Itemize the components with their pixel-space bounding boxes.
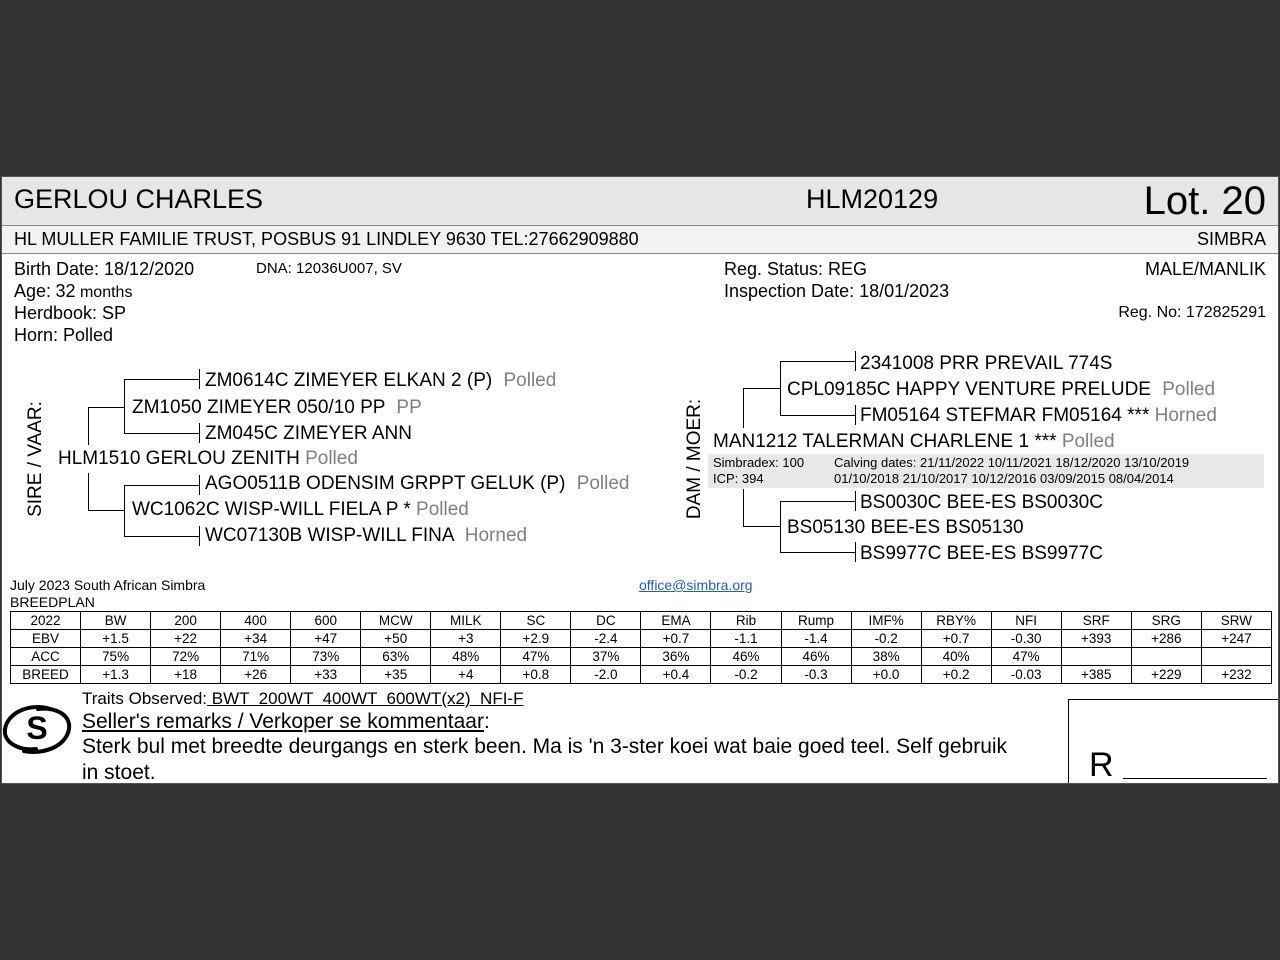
table-cell: +0.7 xyxy=(641,630,711,648)
sire-sire-horn: Polled xyxy=(503,370,557,391)
table-cell: 46% xyxy=(781,648,851,666)
table-cell: Rump xyxy=(781,612,851,630)
table-cell: 48% xyxy=(431,648,501,666)
price-line xyxy=(1123,778,1267,779)
table-cell: SC xyxy=(501,612,571,630)
table-cell: 400 xyxy=(221,612,291,630)
table-cell: BW xyxy=(81,612,151,630)
table-cell: +247 xyxy=(1201,630,1271,648)
dam-side-sire-name: CPL09185C HAPPY VENTURE PRELUDE xyxy=(787,379,1151,400)
remarks-line-1: Sterk bul met breedte deurgangs en sterk been. Ma is 'n 3-ster koei wat baie goed teel. Self gebruik xyxy=(82,735,1008,758)
table-cell: 46% xyxy=(711,648,781,666)
table-cell: -1.1 xyxy=(711,630,781,648)
age-value: 32 xyxy=(55,281,76,301)
table-cell: -2.0 xyxy=(571,666,641,684)
dam-animal-horn: Polled xyxy=(1061,431,1115,452)
table-cell: Rib xyxy=(711,612,781,630)
line xyxy=(743,388,744,428)
table-cell xyxy=(1061,648,1131,666)
line xyxy=(743,388,781,389)
table-cell: -0.2 xyxy=(851,630,921,648)
table-cell: 75% xyxy=(81,648,151,666)
dam-side-sire-dam xyxy=(860,405,1217,427)
table-cell: 600 xyxy=(291,612,361,630)
line xyxy=(855,351,856,371)
icp: ICP: 394 xyxy=(713,471,764,486)
dam-side-dam: BS05130 BEE-ES BS05130 xyxy=(787,517,1024,538)
line xyxy=(199,475,200,495)
horn-status: Horn: Polled xyxy=(14,325,114,345)
sire-dam: ZM045C ZIMEYER ANN xyxy=(205,423,412,444)
calving-dates-2: 01/10/2018 21/10/2017 10/12/2016 03/09/2015 08/04/2014 xyxy=(834,471,1174,486)
breeder-info: HL MULLER FAMILIE TRUST, POSBUS 91 LINDLEY 9630 TEL:27662909880 xyxy=(14,229,639,249)
dam-dam xyxy=(205,525,527,547)
inspection-date: Inspection Date: 18/01/2023 xyxy=(724,281,950,301)
line xyxy=(124,433,200,434)
dam-sire-horn: Polled xyxy=(576,473,630,494)
sire-animal xyxy=(58,448,358,470)
line xyxy=(199,369,200,389)
table-row xyxy=(11,648,1272,666)
line xyxy=(88,473,89,511)
line xyxy=(124,379,125,433)
age-label: Age: xyxy=(14,281,52,301)
dam-sire xyxy=(205,473,630,495)
table-cell: +0.2 xyxy=(921,666,991,684)
line xyxy=(780,552,856,553)
email-link[interactable]: office@simbra.org xyxy=(639,577,753,593)
table-cell: SRW xyxy=(1201,612,1271,630)
lot-card xyxy=(1,176,1279,784)
table-cell: -0.30 xyxy=(991,630,1061,648)
lot-number: Lot. 20 xyxy=(1143,179,1266,223)
table-cell: 40% xyxy=(921,648,991,666)
dam-label: DAM / MOER: xyxy=(684,398,705,520)
table-cell: SRG xyxy=(1131,612,1201,630)
line xyxy=(780,501,856,502)
line xyxy=(743,489,744,527)
breed-name: SIMBRA xyxy=(1196,229,1266,249)
table-cell: 38% xyxy=(851,648,921,666)
table-cell: SRF xyxy=(1061,612,1131,630)
line xyxy=(124,485,200,486)
animal-name: GERLOU CHARLES xyxy=(14,184,264,214)
reg-number: Reg. No: 172825291 xyxy=(1118,304,1266,321)
sex: MALE/MANLIK xyxy=(1144,259,1266,279)
dam xyxy=(132,499,469,521)
line xyxy=(88,407,89,445)
table-cell: +229 xyxy=(1131,666,1201,684)
table-cell: EBV xyxy=(11,630,81,648)
traits-value: BWT 200WT 400WT 600WT(x2) NFI-F xyxy=(207,689,524,708)
table-cell: 47% xyxy=(991,648,1061,666)
line xyxy=(780,501,781,553)
table-cell: -2.4 xyxy=(571,630,641,648)
dam-dam-name: WC07130B WISP-WILL FINA xyxy=(205,525,454,546)
sire-sire xyxy=(205,370,556,392)
dam-animal-name: MAN1212 TALERMAN CHARLENE 1 *** xyxy=(713,431,1057,452)
table-cell: +22 xyxy=(151,630,221,648)
table-cell: IMF% xyxy=(851,612,921,630)
calving-dates-1: Calving dates: 21/11/2022 10/11/2021 18/12/2020 13/10/2019 xyxy=(834,455,1190,470)
logo-letter: S xyxy=(26,710,48,746)
table-cell: RBY% xyxy=(921,612,991,630)
line xyxy=(124,485,125,537)
line xyxy=(780,361,856,362)
table-cell: +0.4 xyxy=(641,666,711,684)
age xyxy=(14,281,132,302)
table-cell: +4 xyxy=(431,666,501,684)
table-cell: -1.4 xyxy=(781,630,851,648)
traits-label: Traits Observed: xyxy=(82,689,208,708)
table-cell: -0.3 xyxy=(781,666,851,684)
table-cell: +393 xyxy=(1061,630,1131,648)
table-cell: 2022 xyxy=(11,612,81,630)
evaluation-source: July 2023 South African Simbra xyxy=(10,577,206,593)
animal-code: HLM20129 xyxy=(806,184,939,214)
dam-animal xyxy=(713,431,1115,453)
table-row xyxy=(11,630,1272,648)
line xyxy=(199,526,200,546)
table-cell: +1.3 xyxy=(81,666,151,684)
line xyxy=(780,415,856,416)
table-cell: +47 xyxy=(291,630,361,648)
table-cell: +286 xyxy=(1131,630,1201,648)
table-cell: +50 xyxy=(361,630,431,648)
line xyxy=(743,526,781,527)
table-cell: +3 xyxy=(431,630,501,648)
line xyxy=(88,510,125,511)
remarks-heading-text: Seller's remarks / Verkoper se kommentaar xyxy=(82,710,484,733)
table-cell xyxy=(1131,648,1201,666)
table-cell: MCW xyxy=(361,612,431,630)
remarks-heading xyxy=(82,710,490,734)
table-cell: 73% xyxy=(291,648,361,666)
traits-observed xyxy=(82,689,523,709)
table-cell: ACC xyxy=(11,648,81,666)
table-cell: +26 xyxy=(221,666,291,684)
price-prefix: R xyxy=(1089,746,1114,784)
sire-animal-name: HLM1510 GERLOU ZENITH xyxy=(58,448,300,469)
line xyxy=(124,536,200,537)
table-cell: -0.03 xyxy=(991,666,1061,684)
dam-sire-name: AGO0511B ODENSIM GRPPT GELUK (P) xyxy=(205,473,566,494)
table-header-row xyxy=(11,612,1272,630)
table-cell: +2.9 xyxy=(501,630,571,648)
remarks-heading-colon: : xyxy=(483,710,490,733)
table-cell: 71% xyxy=(221,648,291,666)
table-cell: +385 xyxy=(1061,666,1131,684)
price-box[interactable] xyxy=(1068,699,1279,784)
table-cell: +1.5 xyxy=(81,630,151,648)
sire xyxy=(132,397,422,419)
table-cell: 63% xyxy=(361,648,431,666)
table-cell: +0.7 xyxy=(921,630,991,648)
breeder-bar xyxy=(2,226,1278,254)
herdbook: Herdbook: SP xyxy=(14,303,127,323)
sire-horn: PP xyxy=(396,397,422,418)
title-bar xyxy=(2,177,1278,226)
table-cell xyxy=(1201,648,1271,666)
table-cell: +0.8 xyxy=(501,666,571,684)
table-cell: 37% xyxy=(571,648,641,666)
simbradex: Simbradex: 100 xyxy=(713,455,805,470)
table-cell: NFI xyxy=(991,612,1061,630)
dam-name: WC1062C WISP-WILL FIELA P * xyxy=(132,499,411,520)
sire-sire-name: ZM0614C ZIMEYER ELKAN 2 (P) xyxy=(205,370,493,391)
table-row xyxy=(11,666,1272,684)
dam-horn: Polled xyxy=(416,499,469,520)
table-cell: +35 xyxy=(361,666,431,684)
table-cell: BREED xyxy=(11,666,81,684)
table-cell: +34 xyxy=(221,630,291,648)
table-cell: -0.2 xyxy=(711,666,781,684)
table-cell: +33 xyxy=(291,666,361,684)
table-cell: 47% xyxy=(501,648,571,666)
line xyxy=(124,379,200,380)
simbra-logo-icon xyxy=(2,701,72,757)
dna-info: DNA: 12036U007, SV xyxy=(256,260,402,277)
dam-side-sire-horn: Polled xyxy=(1162,379,1216,400)
dam-side-sire xyxy=(787,379,1215,401)
line xyxy=(88,407,125,408)
dam-side-dam-sire: BS0030C BEE-ES BS0030C xyxy=(860,492,1103,513)
table-cell: +18 xyxy=(151,666,221,684)
table-cell: DC xyxy=(571,612,641,630)
table-cell: +0.0 xyxy=(851,666,921,684)
ebv-table xyxy=(10,611,1272,684)
sire-label: SIRE / VAAR: xyxy=(25,401,46,517)
line xyxy=(855,491,856,511)
dam-side-sire-dam-horn: Horned xyxy=(1154,405,1217,426)
remarks-line-2: in stoet. xyxy=(82,761,156,784)
dam-side-sire-dam-name: FM05164 STEFMAR FM05164 *** xyxy=(860,405,1150,426)
table-cell: 72% xyxy=(151,648,221,666)
dam-side-dam-dam: BS9977C BEE-ES BS9977C xyxy=(860,543,1103,564)
birth-date: Birth Date: 18/12/2020 xyxy=(14,259,195,279)
table-cell: EMA xyxy=(641,612,711,630)
line xyxy=(199,423,200,443)
sire-name: ZM1050 ZIMEYER 050/10 PP xyxy=(132,397,386,418)
dam-side-sire-sire: 2341008 PRR PREVAIL 774S xyxy=(860,353,1113,374)
evaluation-system: BREEDPLAN xyxy=(10,594,95,610)
line xyxy=(855,405,856,425)
table-cell: 200 xyxy=(151,612,221,630)
table-cell: 36% xyxy=(641,648,711,666)
table-cell: +232 xyxy=(1201,666,1271,684)
sire-animal-horn: Polled xyxy=(305,448,358,469)
line xyxy=(855,542,856,562)
dam-dam-horn: Horned xyxy=(464,525,528,546)
reg-status: Reg. Status: REG xyxy=(724,259,868,279)
table-cell: MILK xyxy=(431,612,501,630)
age-unit: months xyxy=(79,284,133,301)
